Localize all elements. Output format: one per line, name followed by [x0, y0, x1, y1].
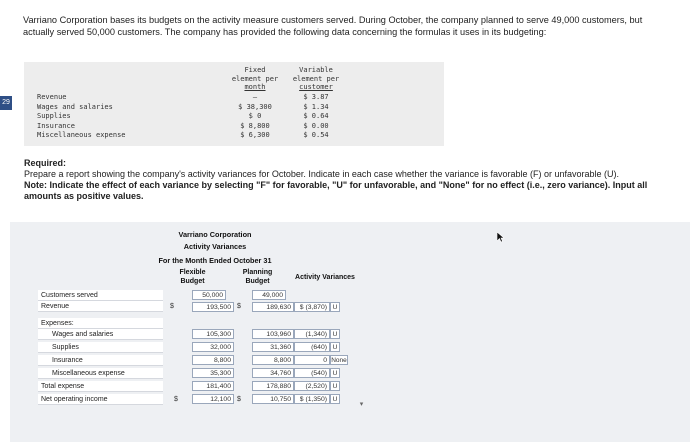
formula-variable-value: $ 0.00	[303, 121, 329, 130]
fu-insurance-select[interactable]: None	[331, 357, 347, 364]
flex-total-expense-input[interactable]: 181,400	[192, 381, 234, 391]
fu-wages-select[interactable]: U	[330, 329, 340, 339]
variable-header-line: Variable	[299, 66, 333, 74]
flex-wages-input[interactable]: 105,300	[192, 329, 234, 339]
problem-intro: Varriano Corporation bases its budgets on the activity measure customers served. During October, the company planned to serve 49,000 customers, but actually served 50,000 customers. The company has provided the following data concerning the formulas it uses in its budgeting:	[23, 15, 643, 37]
plan-insurance-input[interactable]: 8,800	[252, 355, 294, 365]
row-label-supplies: Supplies	[38, 342, 163, 353]
question-number-tab[interactable]: 29	[0, 96, 12, 110]
var-wages-input[interactable]: (1,340)	[294, 329, 330, 339]
required-note: Note: Indicate the effect of each variance by selecting "F" for favorable, "U" for unfavorable, and "None" for no effect (i.e., zero variance). Input all amounts as positive values.	[24, 180, 648, 201]
fu-total-expense-select[interactable]: U	[330, 381, 340, 391]
plan-total-expense-input[interactable]: 178,880	[252, 381, 294, 391]
plan-supplies-input[interactable]: 31,360	[252, 342, 294, 352]
formula-row-label: Insurance	[37, 121, 75, 130]
fu-supplies-select[interactable]: U	[330, 342, 340, 352]
planning-budget-header: Planning Budget	[242, 269, 273, 285]
fu-noi-select[interactable]: U	[330, 394, 340, 404]
formula-variable-values	[285, 93, 347, 141]
fu-misc-select[interactable]: U	[330, 368, 340, 378]
flex-insurance-input[interactable]: 8,800	[192, 355, 234, 365]
flex-customers-input[interactable]: 50,000	[192, 290, 226, 300]
var-insurance-input[interactable]: 0	[294, 355, 330, 365]
row-label-total-expense: Total expense	[38, 381, 163, 392]
fu-revenue-select[interactable]: U	[330, 302, 340, 312]
formula-variable-value: $ 0.54	[303, 131, 329, 139]
formula-variable-value: $ 3.87	[303, 93, 329, 101]
formula-row-labels	[37, 93, 126, 141]
plan-noi-input[interactable]: 10,750	[252, 394, 294, 404]
variable-header-line: customer	[299, 83, 333, 91]
chevron-down-icon[interactable]: ▾	[359, 401, 364, 408]
fixed-header-line: element per	[231, 74, 279, 83]
required-section	[24, 158, 674, 202]
flex-revenue-input[interactable]: 193,500	[192, 302, 234, 312]
report-company: Varriano Corporation	[178, 230, 252, 239]
row-label-misc: Miscellaneous expense	[38, 368, 163, 379]
flex-noi-input[interactable]: 12,100	[192, 394, 234, 404]
formula-fixed-value: $ 38,300	[238, 102, 272, 111]
formula-row-label: Miscellaneous expense	[37, 131, 126, 139]
var-revenue-input[interactable]: $ (3,870)	[294, 302, 330, 312]
report-period: For the Month Ended October 31	[158, 256, 272, 265]
cursor-icon	[497, 232, 505, 243]
formula-row-label: Supplies	[37, 112, 71, 120]
flexible-budget-header: Flexible Budget	[179, 269, 206, 285]
formula-variable-value: $ 0.64	[303, 112, 329, 120]
plan-misc-input[interactable]: 34,760	[252, 368, 294, 378]
report-title: Activity Variances	[183, 242, 247, 251]
row-label-wages: Wages and salaries	[38, 329, 163, 340]
variable-header-line: element per	[292, 74, 340, 83]
required-heading: Required:	[24, 158, 67, 168]
formula-row-label: Wages and salaries	[37, 102, 113, 111]
plan-wages-input[interactable]: 103,960	[252, 329, 294, 339]
dollar-sign: $	[237, 303, 241, 310]
fixed-header-line: Fixed	[244, 66, 266, 74]
activity-variances-header: Activity Variances	[295, 274, 355, 281]
var-total-expense-input[interactable]: (2,520)	[294, 381, 330, 391]
dollar-sign: $	[170, 303, 174, 310]
formula-fixed-value: $ 6,300	[240, 131, 270, 139]
plan-customers-input[interactable]: 49,000	[252, 290, 286, 300]
formula-fixed-value: $ 8,800	[240, 121, 270, 130]
fixed-column-header	[225, 66, 285, 92]
row-label-expenses: Expenses:	[38, 318, 163, 329]
row-label-revenue: Revenue	[38, 301, 163, 312]
formula-variable-value: $ 1.34	[303, 102, 329, 111]
plan-revenue-input[interactable]: 189,630	[252, 302, 294, 312]
row-label-insurance: Insurance	[38, 355, 163, 366]
required-instruction: Prepare a report showing the company's activity variances for October. Indicate in each case whether the variance is favorable (F) or unfavorable (U).	[24, 169, 620, 179]
fixed-header-line: month	[244, 83, 266, 91]
dollar-sign: $	[174, 396, 178, 403]
formula-row-label: Revenue	[37, 93, 67, 101]
var-noi-input[interactable]: $ (1,350)	[294, 394, 330, 404]
flex-supplies-input[interactable]: 32,000	[192, 342, 234, 352]
row-label-customers-served: Customers served	[38, 290, 163, 301]
formula-fixed-values	[225, 93, 285, 141]
dollar-sign: $	[237, 396, 241, 403]
variable-column-header	[285, 66, 347, 92]
var-supplies-input[interactable]: (640)	[294, 342, 330, 352]
row-label-net-operating-income: Net operating income	[38, 394, 163, 405]
var-misc-input[interactable]: (540)	[294, 368, 330, 378]
formula-fixed-value: –	[252, 93, 258, 101]
flex-misc-input[interactable]: 35,300	[192, 368, 234, 378]
formula-fixed-value: $ 0	[248, 112, 262, 120]
